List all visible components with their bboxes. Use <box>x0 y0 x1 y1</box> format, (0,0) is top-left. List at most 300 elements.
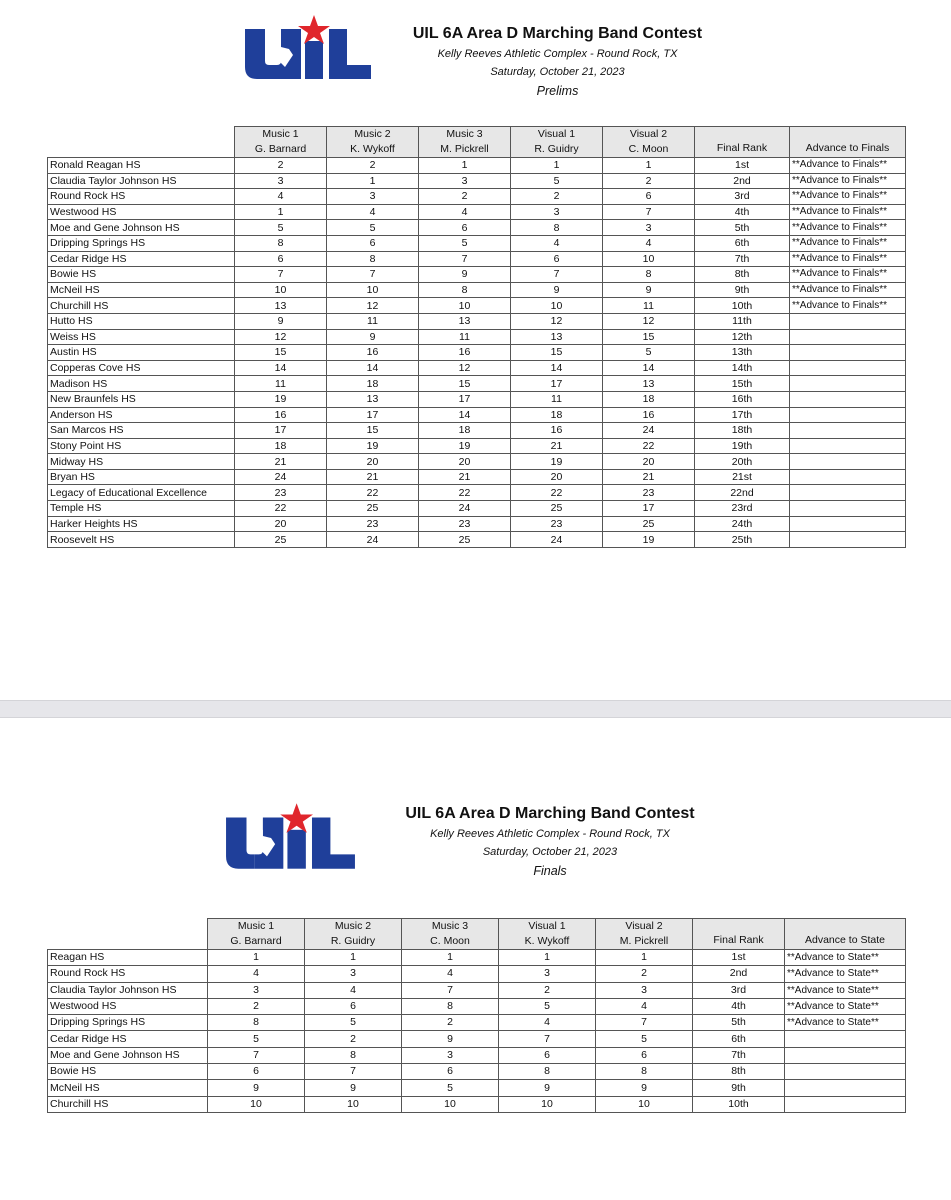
judge-score-cell: 17 <box>327 407 419 423</box>
judge-score-cell: 15 <box>235 345 327 361</box>
judge-score-cell: 3 <box>596 982 693 998</box>
judge-score-cell: 16 <box>603 407 695 423</box>
page-divider <box>0 700 951 718</box>
judge-score-cell: 22 <box>235 501 327 517</box>
school-name-cell: Temple HS <box>48 501 235 517</box>
school-name-cell: Reagan HS <box>48 950 208 966</box>
judge-score-cell: 2 <box>596 966 693 982</box>
judge-score-cell: 5 <box>419 235 511 251</box>
advance-cell <box>790 376 906 392</box>
final-rank-cell: 1st <box>695 158 790 174</box>
school-name-cell: Roosevelt HS <box>48 532 235 548</box>
school-name-cell: Madison HS <box>48 376 235 392</box>
judge-score-cell: 23 <box>511 516 603 532</box>
judge-score-cell: 9 <box>402 1031 499 1047</box>
judge-score-cell: 12 <box>603 313 695 329</box>
judge-score-cell: 25 <box>603 516 695 532</box>
finals-table-body <box>48 950 906 1113</box>
judge-score-cell: 18 <box>419 423 511 439</box>
final-rank-cell: 19th <box>695 438 790 454</box>
caption-label: Visual 1 <box>537 128 576 140</box>
judge-score-cell: 11 <box>419 329 511 345</box>
judge-score-cell: 18 <box>603 391 695 407</box>
judge-label: G. Barnard <box>254 143 307 155</box>
school-name-cell: Dripping Springs HS <box>48 1015 208 1031</box>
advance-cell: **Advance to Finals** <box>790 220 906 236</box>
judge-score-cell: 3 <box>402 1047 499 1063</box>
column-header <box>327 127 419 158</box>
judge-score-cell: 17 <box>603 501 695 517</box>
school-name-cell: Claudia Taylor Johnson HS <box>48 173 235 189</box>
advance-header: Advance to Finals <box>790 127 906 158</box>
judge-score-cell: 20 <box>419 454 511 470</box>
school-name-cell: Churchill HS <box>48 298 235 314</box>
judge-score-cell: 6 <box>603 189 695 205</box>
judge-score-cell: 14 <box>603 360 695 376</box>
judge-score-cell: 8 <box>208 1015 305 1031</box>
table-row <box>48 220 906 236</box>
judge-score-cell: 1 <box>327 173 419 189</box>
judge-score-cell: 1 <box>499 950 596 966</box>
advance-cell: **Advance to State** <box>785 950 906 966</box>
uil-logo <box>224 803 357 873</box>
advance-cell <box>790 313 906 329</box>
school-name-cell: Copperas Cove HS <box>48 360 235 376</box>
column-header <box>511 127 603 158</box>
logo-text: UIL <box>243 15 245 16</box>
school-name-cell: Legacy of Educational Excellence <box>48 485 235 501</box>
advance-cell: **Advance to Finals** <box>790 173 906 189</box>
judge-score-cell: 23 <box>603 485 695 501</box>
judge-score-cell: 3 <box>603 220 695 236</box>
school-name-cell: San Marcos HS <box>48 423 235 439</box>
table-row <box>48 1064 906 1080</box>
judge-score-cell: 24 <box>419 501 511 517</box>
judge-score-cell: 7 <box>419 251 511 267</box>
final-rank-cell: 5th <box>693 1015 785 1031</box>
judge-score-cell: 6 <box>327 235 419 251</box>
table-row <box>48 407 906 423</box>
table-row <box>48 360 906 376</box>
final-rank-cell: 25th <box>695 532 790 548</box>
judge-score-cell: 13 <box>327 391 419 407</box>
table-row <box>48 376 906 392</box>
judge-score-cell: 2 <box>603 173 695 189</box>
judge-score-cell: 21 <box>603 469 695 485</box>
judge-score-cell: 24 <box>235 469 327 485</box>
judge-score-cell: 11 <box>603 298 695 314</box>
final-rank-cell: 7th <box>695 251 790 267</box>
judge-score-cell: 5 <box>208 1031 305 1047</box>
judge-score-cell: 1 <box>511 158 603 174</box>
judge-score-cell: 19 <box>327 438 419 454</box>
judge-score-cell: 7 <box>208 1047 305 1063</box>
judge-score-cell: 2 <box>327 158 419 174</box>
school-name-cell: McNeil HS <box>48 282 235 298</box>
judge-score-cell: 23 <box>327 516 419 532</box>
final-rank-header: Final Rank <box>695 127 790 158</box>
contest-header <box>385 804 715 879</box>
judge-score-cell: 19 <box>603 532 695 548</box>
school-name-cell: Bryan HS <box>48 469 235 485</box>
judge-score-cell: 3 <box>235 173 327 189</box>
school-name-cell: Round Rock HS <box>48 189 235 205</box>
judge-score-cell: 13 <box>235 298 327 314</box>
table-row <box>48 298 906 314</box>
final-rank-cell: 21st <box>695 469 790 485</box>
judge-score-cell: 9 <box>327 329 419 345</box>
judge-score-cell: 6 <box>499 1047 596 1063</box>
judge-score-cell: 24 <box>603 423 695 439</box>
judge-score-cell: 19 <box>235 391 327 407</box>
contest-header <box>395 24 720 99</box>
advance-cell <box>785 1064 906 1080</box>
school-name-cell: Cedar Ridge HS <box>48 251 235 267</box>
judge-score-cell: 24 <box>511 532 603 548</box>
judge-score-cell: 14 <box>327 360 419 376</box>
table-row <box>48 438 906 454</box>
judge-score-cell: 16 <box>419 345 511 361</box>
judge-score-cell: 17 <box>235 423 327 439</box>
advance-cell: **Advance to Finals** <box>790 251 906 267</box>
table-row <box>48 950 906 966</box>
judge-score-cell: 6 <box>402 1064 499 1080</box>
column-header <box>419 127 511 158</box>
judge-score-cell: 6 <box>596 1047 693 1063</box>
judge-score-cell: 21 <box>327 469 419 485</box>
table-row <box>48 966 906 982</box>
table-header-row <box>48 919 906 950</box>
judge-score-cell: 9 <box>603 282 695 298</box>
table-row <box>48 501 906 517</box>
judge-score-cell: 24 <box>327 532 419 548</box>
judge-score-cell: 25 <box>327 501 419 517</box>
caption-label: Visual 1 <box>528 920 566 932</box>
judge-score-cell: 12 <box>235 329 327 345</box>
judge-score-cell: 8 <box>419 282 511 298</box>
judge-label: M. Pickrell <box>619 935 669 947</box>
caption-label: Music 1 <box>237 920 275 932</box>
judge-score-cell: 25 <box>511 501 603 517</box>
table-row <box>48 516 906 532</box>
caption-label: Music 1 <box>262 128 299 140</box>
final-rank-cell: 24th <box>695 516 790 532</box>
final-rank-cell: 6th <box>693 1031 785 1047</box>
table-row <box>48 1015 906 1031</box>
advance-cell: **Advance to State** <box>785 1015 906 1031</box>
judge-score-cell: 10 <box>235 282 327 298</box>
final-rank-cell: 7th <box>693 1047 785 1063</box>
table-row <box>48 423 906 439</box>
advance-cell <box>785 1047 906 1063</box>
judge-score-cell: 11 <box>511 391 603 407</box>
judge-score-cell: 8 <box>235 235 327 251</box>
advance-cell <box>790 469 906 485</box>
final-rank-cell: 12th <box>695 329 790 345</box>
advance-cell <box>790 407 906 423</box>
judge-score-cell: 21 <box>419 469 511 485</box>
advance-cell: **Advance to Finals** <box>790 204 906 220</box>
judge-score-cell: 23 <box>235 485 327 501</box>
final-rank-cell: 3rd <box>693 982 785 998</box>
judge-score-cell: 6 <box>208 1064 305 1080</box>
table-row <box>48 1047 906 1063</box>
final-rank-cell: 13th <box>695 345 790 361</box>
judge-score-cell: 20 <box>603 454 695 470</box>
final-rank-cell: 4th <box>695 204 790 220</box>
header-blank-cell <box>48 919 208 950</box>
judge-score-cell: 18 <box>327 376 419 392</box>
advance-cell <box>790 485 906 501</box>
judge-score-cell: 10 <box>402 1096 499 1112</box>
judge-label: R. Guidry <box>330 935 376 947</box>
judge-score-cell: 9 <box>305 1080 402 1096</box>
judge-score-cell: 12 <box>419 360 511 376</box>
final-rank-cell: 8th <box>695 267 790 283</box>
judge-score-cell: 8 <box>327 251 419 267</box>
judge-score-cell: 2 <box>305 1031 402 1047</box>
judge-score-cell: 20 <box>327 454 419 470</box>
final-rank-cell: 15th <box>695 376 790 392</box>
contest-round: Finals <box>533 864 567 878</box>
advance-cell <box>785 1080 906 1096</box>
judge-score-cell: 19 <box>511 454 603 470</box>
judge-score-cell: 14 <box>419 407 511 423</box>
final-rank-cell: 18th <box>695 423 790 439</box>
judge-score-cell: 8 <box>499 1064 596 1080</box>
judge-score-cell: 15 <box>419 376 511 392</box>
advance-cell <box>790 454 906 470</box>
final-rank-cell: 5th <box>695 220 790 236</box>
judge-label: C. Moon <box>430 935 470 947</box>
table-row <box>48 1031 906 1047</box>
judge-score-cell: 5 <box>499 998 596 1014</box>
judge-score-cell: 21 <box>235 454 327 470</box>
school-name-cell: Westwood HS <box>48 204 235 220</box>
school-name-cell: Hutto HS <box>48 313 235 329</box>
finals-results-table <box>47 918 906 1113</box>
judge-score-cell: 8 <box>305 1047 402 1063</box>
judge-score-cell: 25 <box>235 532 327 548</box>
contest-date: Saturday, October 21, 2023 <box>490 66 625 78</box>
judge-score-cell: 22 <box>603 438 695 454</box>
judge-score-cell: 10 <box>208 1096 305 1112</box>
judge-score-cell: 1 <box>305 950 402 966</box>
final-rank-cell: 10th <box>693 1096 785 1112</box>
advance-cell: **Advance to Finals** <box>790 267 906 283</box>
school-name-cell: Bowie HS <box>48 267 235 283</box>
table-row <box>48 173 906 189</box>
judge-score-cell: 4 <box>235 189 327 205</box>
table-row <box>48 469 906 485</box>
judge-score-cell: 22 <box>327 485 419 501</box>
table-row <box>48 235 906 251</box>
judge-score-cell: 1 <box>208 950 305 966</box>
judge-score-cell: 13 <box>603 376 695 392</box>
judge-score-cell: 4 <box>511 235 603 251</box>
judge-score-cell: 18 <box>511 407 603 423</box>
judge-label: K. Wykoff <box>524 935 570 947</box>
table-row <box>48 313 906 329</box>
advance-cell <box>790 345 906 361</box>
judge-score-cell: 3 <box>208 982 305 998</box>
advance-cell <box>790 391 906 407</box>
judge-score-cell: 3 <box>419 173 511 189</box>
advance-cell: **Advance to State** <box>785 966 906 982</box>
advance-cell <box>790 438 906 454</box>
advance-cell: **Advance to Finals** <box>790 298 906 314</box>
judge-score-cell: 8 <box>511 220 603 236</box>
judge-score-cell: 18 <box>235 438 327 454</box>
judge-label: K. Wykoff <box>350 143 395 155</box>
judge-score-cell: 6 <box>419 220 511 236</box>
judge-score-cell: 7 <box>596 1015 693 1031</box>
table-row <box>48 345 906 361</box>
judge-score-cell: 4 <box>208 966 305 982</box>
school-name-cell: Moe and Gene Johnson HS <box>48 1047 208 1063</box>
judge-score-cell: 7 <box>603 204 695 220</box>
judge-score-cell: 9 <box>235 313 327 329</box>
judge-score-cell: 5 <box>603 345 695 361</box>
contest-venue: Kelly Reeves Athletic Complex - Round Rock, TX <box>437 48 678 60</box>
judge-score-cell: 10 <box>305 1096 402 1112</box>
judge-score-cell: 4 <box>419 204 511 220</box>
judge-score-cell: 1 <box>596 950 693 966</box>
judge-label: M. Pickrell <box>440 143 489 155</box>
judge-score-cell: 13 <box>419 313 511 329</box>
judge-score-cell: 5 <box>402 1080 499 1096</box>
judge-score-cell: 2 <box>499 982 596 998</box>
judge-score-cell: 5 <box>596 1031 693 1047</box>
logo-text: UIL <box>224 803 226 805</box>
table-row <box>48 329 906 345</box>
school-name-cell: Moe and Gene Johnson HS <box>48 220 235 236</box>
judge-score-cell: 4 <box>603 235 695 251</box>
judge-score-cell: 13 <box>511 329 603 345</box>
uil-logo <box>243 15 373 83</box>
judge-score-cell: 8 <box>596 1064 693 1080</box>
table-row <box>48 532 906 548</box>
final-rank-cell: 3rd <box>695 189 790 205</box>
final-rank-cell: 4th <box>693 998 785 1014</box>
final-rank-cell: 10th <box>695 298 790 314</box>
judge-score-cell: 15 <box>327 423 419 439</box>
column-header <box>208 919 305 950</box>
advance-cell <box>790 532 906 548</box>
school-name-cell: New Braunfels HS <box>48 391 235 407</box>
caption-label: Visual 2 <box>625 920 663 932</box>
final-rank-header: Final Rank <box>693 919 785 950</box>
table-row <box>48 267 906 283</box>
judge-score-cell: 9 <box>499 1080 596 1096</box>
column-header <box>596 919 693 950</box>
judge-score-cell: 4 <box>596 998 693 1014</box>
judge-label: G. Barnard <box>230 935 282 947</box>
contest-title: UIL 6A Area D Marching Band Contest <box>412 25 703 42</box>
judge-score-cell: 15 <box>511 345 603 361</box>
judge-score-cell: 8 <box>402 998 499 1014</box>
judge-score-cell: 7 <box>402 982 499 998</box>
school-name-cell: Churchill HS <box>48 1096 208 1112</box>
prelims-results-table <box>47 126 906 548</box>
caption-label: Music 2 <box>334 920 372 932</box>
judge-score-cell: 2 <box>511 189 603 205</box>
judge-score-cell: 6 <box>511 251 603 267</box>
advance-cell: **Advance to Finals** <box>790 282 906 298</box>
judge-score-cell: 10 <box>511 298 603 314</box>
judge-score-cell: 3 <box>499 966 596 982</box>
advance-cell <box>785 1031 906 1047</box>
advance-cell <box>790 423 906 439</box>
judge-score-cell: 20 <box>235 516 327 532</box>
school-name-cell: Bowie HS <box>48 1064 208 1080</box>
judge-score-cell: 10 <box>603 251 695 267</box>
table-row <box>48 158 906 174</box>
judge-label: C. Moon <box>628 143 669 155</box>
advance-cell <box>785 1096 906 1112</box>
table-row <box>48 998 906 1014</box>
school-name-cell: Stony Point HS <box>48 438 235 454</box>
final-rank-cell: 2nd <box>693 966 785 982</box>
final-rank-cell: 1st <box>693 950 785 966</box>
table-row <box>48 189 906 205</box>
judge-score-cell: 10 <box>327 282 419 298</box>
advance-cell <box>790 516 906 532</box>
judge-score-cell: 25 <box>419 532 511 548</box>
judge-score-cell: 1 <box>402 950 499 966</box>
school-name-cell: Harker Heights HS <box>48 516 235 532</box>
judge-score-cell: 8 <box>603 267 695 283</box>
contest-date: Saturday, October 21, 2023 <box>482 846 618 858</box>
advance-cell <box>790 501 906 517</box>
judge-score-cell: 9 <box>511 282 603 298</box>
judge-score-cell: 21 <box>511 438 603 454</box>
judge-score-cell: 1 <box>603 158 695 174</box>
judge-score-cell: 4 <box>327 204 419 220</box>
column-header <box>603 127 695 158</box>
final-rank-cell: 11th <box>695 313 790 329</box>
contest-title: UIL 6A Area D Marching Band Contest <box>405 805 695 822</box>
finals-page <box>0 718 951 1200</box>
final-rank-cell: 23rd <box>695 501 790 517</box>
column-header <box>402 919 499 950</box>
judge-score-cell: 22 <box>419 485 511 501</box>
caption-label: Music 3 <box>446 128 483 140</box>
judge-score-cell: 22 <box>511 485 603 501</box>
judge-score-cell: 5 <box>511 173 603 189</box>
judge-score-cell: 14 <box>511 360 603 376</box>
judge-score-cell: 16 <box>327 345 419 361</box>
final-rank-cell: 14th <box>695 360 790 376</box>
column-header <box>499 919 596 950</box>
judge-score-cell: 11 <box>235 376 327 392</box>
caption-label: Visual 2 <box>629 128 668 140</box>
table-row <box>48 1080 906 1096</box>
advance-cell <box>790 329 906 345</box>
judge-score-cell: 10 <box>499 1096 596 1112</box>
judge-score-cell: 7 <box>235 267 327 283</box>
school-name-cell: Claudia Taylor Johnson HS <box>48 982 208 998</box>
contest-venue: Kelly Reeves Athletic Complex - Round Rock, TX <box>430 828 670 840</box>
judge-score-cell: 9 <box>419 267 511 283</box>
judge-score-cell: 4 <box>402 966 499 982</box>
judge-score-cell: 6 <box>305 998 402 1014</box>
judge-score-cell: 2 <box>235 158 327 174</box>
judge-score-cell: 5 <box>235 220 327 236</box>
final-rank-cell: 9th <box>695 282 790 298</box>
final-rank-cell: 8th <box>693 1064 785 1080</box>
final-rank-cell: 22nd <box>695 485 790 501</box>
